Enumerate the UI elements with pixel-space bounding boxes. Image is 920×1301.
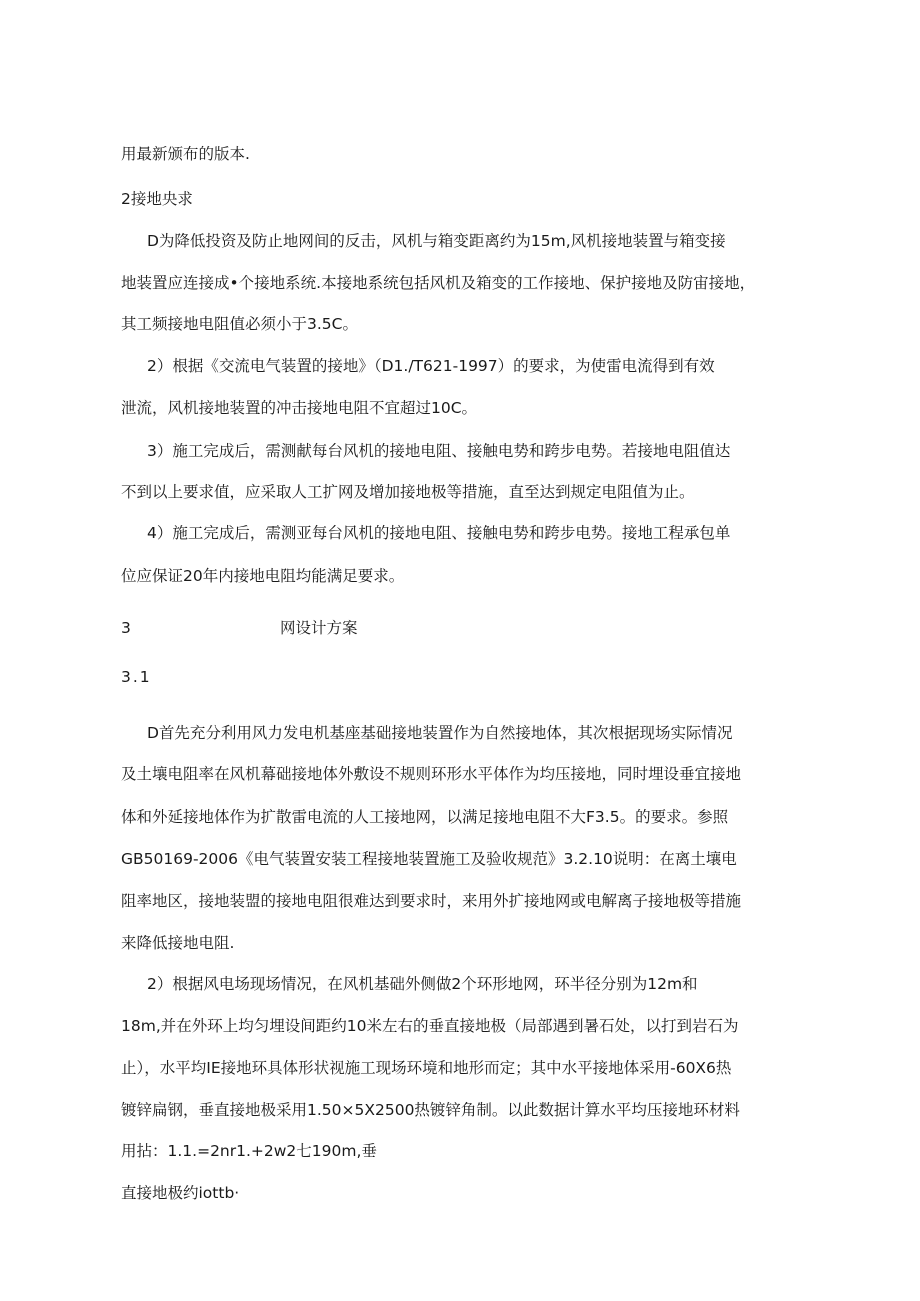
text-line: 2）根据《交流电气装置的接地》（D1./T621-1997）的要求，为使雷电流得到有效	[147, 357, 715, 375]
text-line: 3）施工完成后，需测献每台风机的接地电阻、接触电势和跨步电势。若接地电阻值达	[147, 442, 731, 460]
text-line: D首先充分利用风力发电机基座基础接地装置作为自然接地体，其次根据现场实际情况	[147, 724, 733, 742]
text-line: 用最新颁布的版本.	[121, 145, 250, 163]
text-line: GB50169-2006《电气装置安装工程接地装置施工及验收规范》3.2.10说明：在离土壤电	[121, 850, 737, 868]
text-line: 止），水平均IE接地环具体形状视施工现场环境和地形而定；其中水平接地体采用-60X6热	[121, 1059, 732, 1077]
text-line: 位应保证20年内接地电阻均能满足要求。	[121, 567, 405, 585]
text-line: 体和外延接地体作为扩散雷电流的人工接地网，以满足接地电阻不大F3.5。的要求。参照	[121, 808, 729, 826]
text-line: 阻率地区，接地装盟的接地电阻很难达到要求时，来用外扩接地网或电解离子接地极等措施	[121, 892, 742, 910]
section-3-title: 网设计方案	[280, 619, 358, 637]
text-line: 来降低接地电阻.	[121, 934, 235, 952]
section-3-number: 3	[121, 619, 131, 637]
text-line: 直接地极约iottb·	[121, 1184, 240, 1202]
text-line: 用拈：1.1.=2nr1.+2w2七190m,垂	[121, 1142, 377, 1160]
text-line: 2）根据风电场现场情况，在风机基础外侧做2个环形地网，环半径分别为12m和	[147, 975, 698, 993]
text-line: 及土壤电阻率在风机幕础接地体外敷设不规则环形水平体作为均压接地，同时埋设垂宜接地	[121, 765, 742, 783]
text-line: 4）施工完成后，需测亚每台风机的接地电阻、接触电势和跨步电势。接地工程承包单	[147, 524, 731, 542]
text-line: 18m,并在外环上均匀埋设间距约10米左右的垂直接地极（局部遇到暑石处，以打到岩石为	[121, 1017, 739, 1035]
text-line: 地装置应连接成•个接地系统.本接地系统包括风机及箱变的工作接地、保护接地及防宙接地，	[121, 274, 756, 292]
text-line: 其工频接地电阻值必须小于3.5C。	[121, 315, 358, 333]
text-line: 镀锌扁钢，垂直接地极采用1.50×5X2500热镀锌角制。以此数据计算水平均压接地环材料	[121, 1101, 740, 1119]
section-2-heading: 2接地央求	[121, 190, 193, 208]
text-line: 泄流，风机接地装置的冲击接地电阻不宜超过10C。	[121, 399, 478, 417]
section-3-1-number: 3.1	[121, 668, 152, 686]
text-line: D为降低投资及防止地网间的反击，风机与箱变距离约为15m,风机接地装置与箱变接	[147, 232, 726, 250]
text-line: 不到以上要求值，应采取人工扩网及增加接地极等措施，直至达到规定电阻值为止。	[121, 483, 695, 501]
